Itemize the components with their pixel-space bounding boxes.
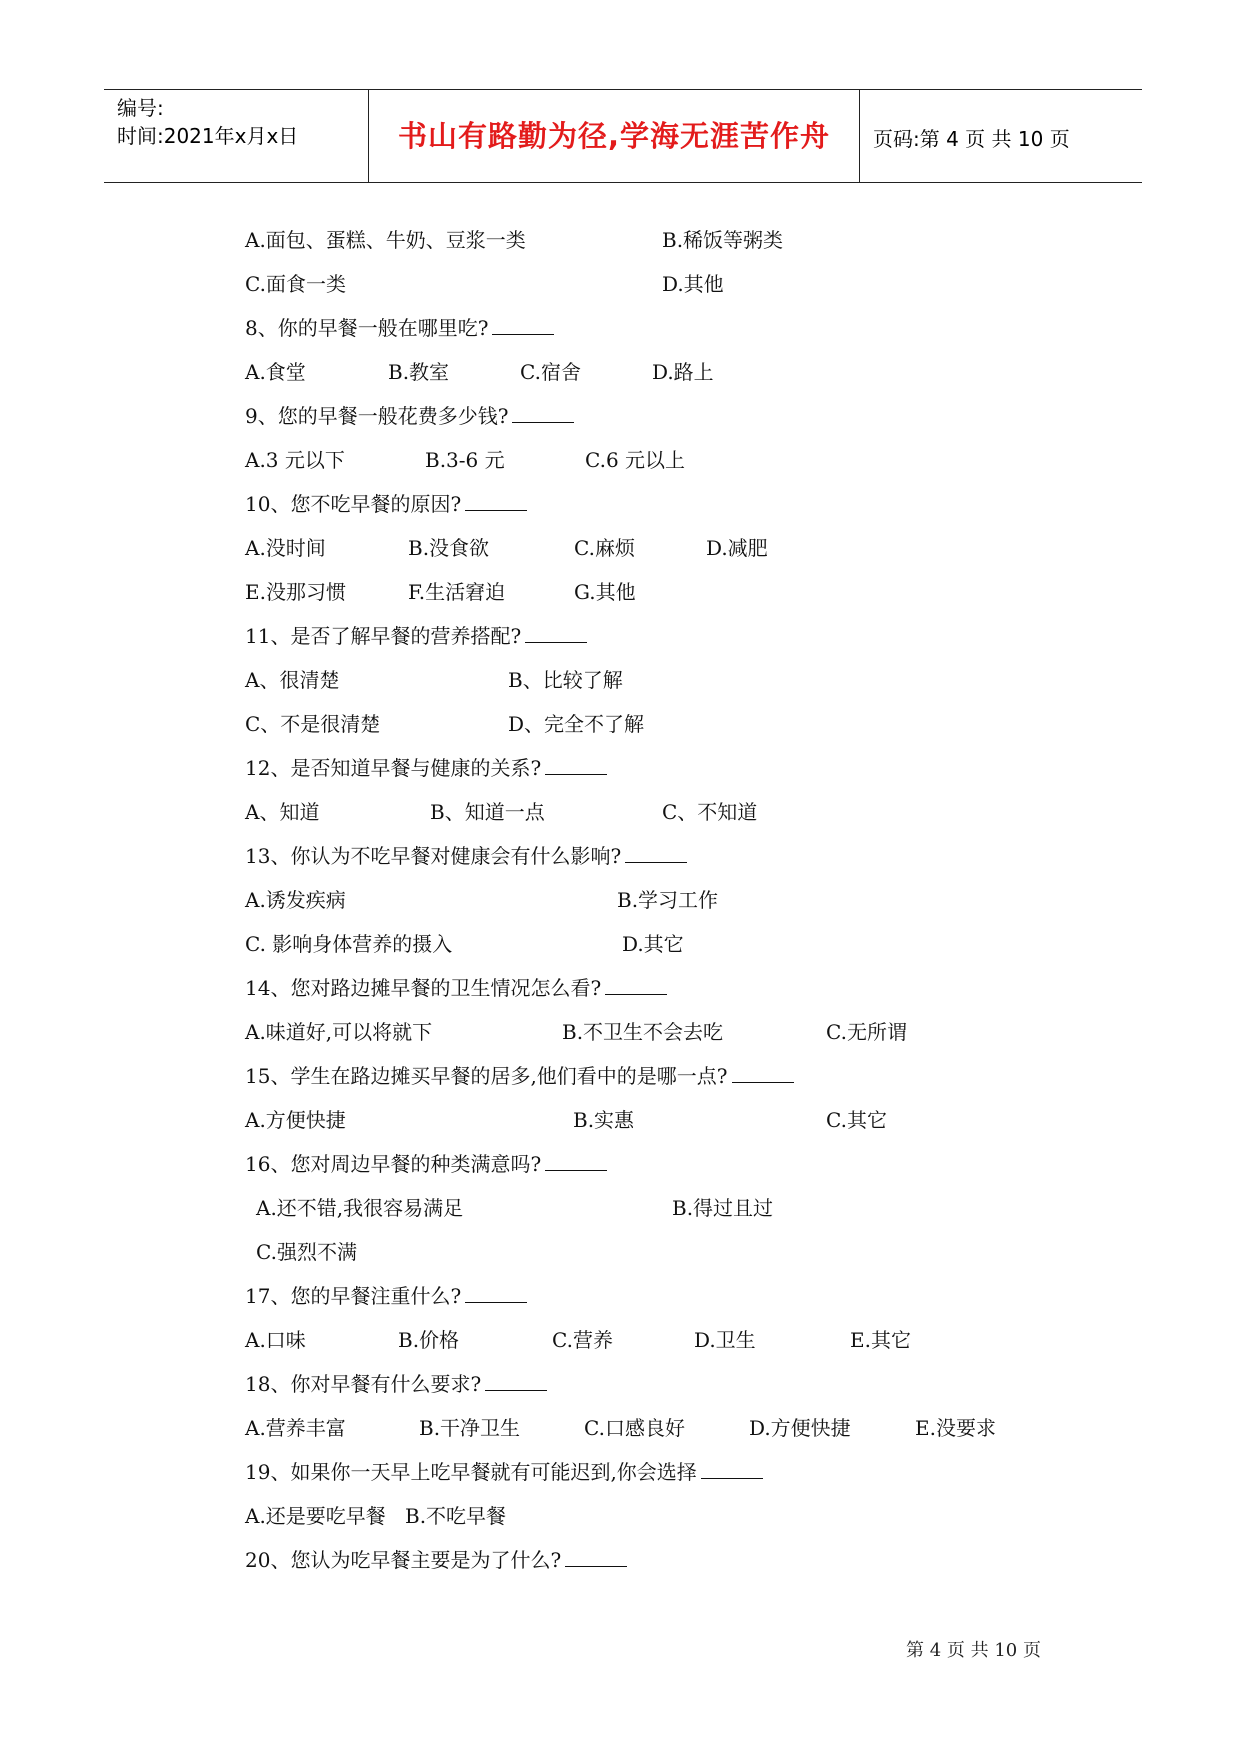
option-item: B、知道一点 [430,800,545,824]
header-divider-right [859,89,860,182]
options-line [0,1230,1241,1274]
option-item: B.价格 [398,1328,460,1352]
option-item: C. 影响身体营养的摄入 [245,932,453,956]
option-item: C、不知道 [662,800,758,824]
option-item: D.其它 [622,932,684,956]
option-item: B.教室 [388,360,450,384]
questionnaire-body [0,218,1241,1582]
option-item: C.麻烦 [574,536,635,560]
answer-blank[interactable] [545,752,607,775]
option-item: A.没时间 [245,536,326,560]
option-item: C.无所谓 [826,1020,907,1044]
option-item: B.实惠 [573,1108,635,1132]
option-item: B.不吃早餐 [405,1504,507,1528]
option-item: A.营养丰富 [245,1416,346,1440]
option-item: B.得过且过 [672,1196,774,1220]
option-item: B.学习工作 [617,888,719,912]
options-line [0,1098,1241,1142]
options-line [0,1186,1241,1230]
question-line [0,834,1241,878]
question-text: 9、您的早餐一般花费多少钱? [245,394,574,438]
question-text: 13、你认为不吃早餐对健康会有什么影响? [245,834,687,878]
answer-blank[interactable] [625,840,687,863]
option-item: A.面包、蛋糕、牛奶、豆浆一类 [245,228,526,252]
options-line [0,1406,1241,1450]
page-footer: 第 4 页 共 10 页 [906,1640,1041,1661]
answer-blank[interactable] [732,1060,794,1083]
answer-blank[interactable] [605,972,667,995]
option-item: B.干净卫生 [419,1416,521,1440]
answer-blank[interactable] [701,1456,763,1479]
option-item: B.3-6 元 [425,448,505,472]
header-info [117,94,298,150]
question-line [0,614,1241,658]
option-item: C、不是很清楚 [245,712,381,736]
option-item: C.6 元以上 [585,448,686,472]
option-item: D.减肥 [706,536,768,560]
options-line [0,262,1241,306]
answer-blank[interactable] [545,1148,607,1171]
question-text: 19、如果你一天早上吃早餐就有可能迟到,你会选择 [245,1450,763,1494]
option-item: D、完全不了解 [508,712,645,736]
option-item: C.强烈不满 [256,1240,357,1264]
option-item: B、比较了解 [508,668,623,692]
question-line [0,394,1241,438]
time-label: 时间:2021年x月x日 [117,124,299,148]
answer-blank[interactable] [565,1544,627,1567]
question-text: 11、是否了解早餐的营养搭配? [245,614,587,658]
options-line [0,218,1241,262]
options-line [0,702,1241,746]
option-item: A.方便快捷 [245,1108,346,1132]
option-item: C.宿舍 [520,360,581,384]
answer-blank[interactable] [512,400,574,423]
header-motto: 书山有路勤为径,学海无涯苦作舟 [397,119,831,153]
question-text: 15、学生在路边摊买早餐的居多,他们看中的是哪一点? [245,1054,794,1098]
answer-blank[interactable] [485,1368,547,1391]
options-line [0,658,1241,702]
question-line [0,966,1241,1010]
option-item: A.还是要吃早餐 [245,1504,386,1528]
options-line [0,526,1241,570]
question-text: 17、您的早餐注重什么? [245,1274,527,1318]
option-item: C.其它 [826,1108,887,1132]
option-item: A.还不错,我很容易满足 [256,1196,464,1220]
header-page-label: 页码:第 4 页 共 10 页 [873,127,1070,151]
question-text: 10、您不吃早餐的原因? [245,482,527,526]
option-item: A.3 元以下 [245,448,345,472]
options-line [0,922,1241,966]
header-top-rule [104,89,1142,90]
options-line [0,1010,1241,1054]
option-item: A、很清楚 [245,668,340,692]
question-text: 12、是否知道早餐与健康的关系? [245,746,607,790]
question-line [0,746,1241,790]
options-line [0,570,1241,614]
option-item: A.味道好,可以将就下 [245,1020,433,1044]
answer-blank[interactable] [465,1280,527,1303]
option-item: F.生活窘迫 [408,580,506,604]
option-item: B.稀饭等粥类 [662,228,784,252]
option-item: E.没要求 [915,1416,996,1440]
options-line [0,1318,1241,1362]
option-item: C.口感良好 [584,1416,685,1440]
options-line [0,878,1241,922]
option-item: C.营养 [552,1328,613,1352]
question-text: 18、你对早餐有什么要求? [245,1362,547,1406]
question-line [0,306,1241,350]
options-line [0,1494,1241,1538]
header-bottom-rule [104,182,1142,183]
question-text: 14、您对路边摊早餐的卫生情况怎么看? [245,966,667,1010]
question-line [0,1450,1241,1494]
option-item: D.路上 [652,360,714,384]
option-item: E.其它 [850,1328,911,1352]
option-item: A.口味 [245,1328,306,1352]
question-line [0,1054,1241,1098]
option-item: B.没食欲 [408,536,490,560]
option-item: E.没那习惯 [245,580,346,604]
question-text: 8、你的早餐一般在哪里吃? [245,306,554,350]
number-label: 编号: [117,96,164,120]
question-text: 16、您对周边早餐的种类满意吗? [245,1142,607,1186]
option-item: A.食堂 [245,360,306,384]
question-line [0,482,1241,526]
option-item: D.其他 [662,272,724,296]
options-line [0,350,1241,394]
answer-blank[interactable] [525,620,587,643]
answer-blank[interactable] [465,488,527,511]
options-line [0,790,1241,834]
option-item: B.不卫生不会去吃 [562,1020,724,1044]
option-item: D.卫生 [694,1328,756,1352]
question-line [0,1362,1241,1406]
option-item: A.诱发疾病 [245,888,346,912]
question-line [0,1538,1241,1582]
option-item: C.面食一类 [245,272,346,296]
question-line [0,1274,1241,1318]
option-item: D.方便快捷 [749,1416,851,1440]
option-item: G.其他 [574,580,636,604]
option-item: A、知道 [245,800,320,824]
options-line [0,438,1241,482]
question-text: 20、您认为吃早餐主要是为了什么? [245,1538,627,1582]
question-line [0,1142,1241,1186]
answer-blank[interactable] [492,312,554,335]
